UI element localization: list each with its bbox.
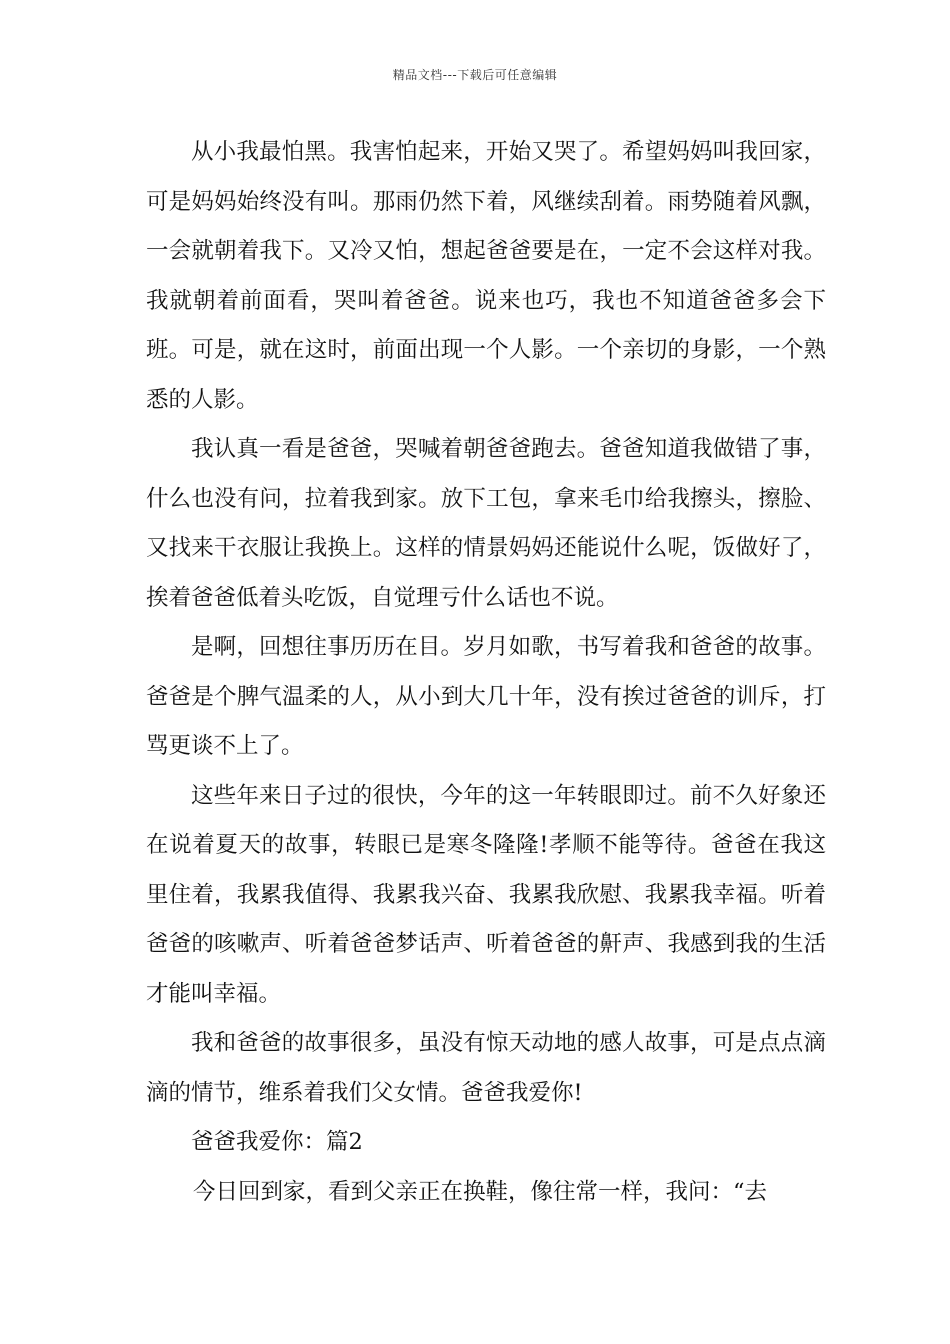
paragraph-1: 从小我最怕黑。我害怕起来，开始又哭了。希望妈妈叫我回家，可是妈妈始终没有叫。那雨仍然下着，风继续刮着。雨势随着风飘，一会就朝着我下。又冷又怕，想起爸爸要是在，一定不会这样对我。我就朝着前面看，哭叫着爸爸。说来也巧，我也不知道爸爸多会下班。可是，就在这时，前面出现一个人影。一个亲切的身影，一个熟悉的人影。 <box>146 139 826 413</box>
paragraph-3: 是啊，回想往事历历在目。岁月如歌，书写着我和爸爸的故事。爸爸是个脾气温柔的人，从小到大几十年，没有挨过爸爸的训斥，打骂更谈不上了。 <box>146 634 826 759</box>
section-heading: 爸爸我爱你：篇2 <box>191 1129 363 1155</box>
paragraph-2: 我认真一看是爸爸，哭喊着朝爸爸跑去。爸爸知道我做错了事，什么也没有问，拉着我到家。放下工包，拿来毛巾给我擦头，擦脸、又找来干衣服让我换上。这样的情景妈妈还能说什么呢，饭做好了，挨着爸爸低着头吃饭，自觉理亏什么话也不说。 <box>146 436 826 611</box>
page-header: 精品文档---下载后可任意编辑 <box>392 68 558 82</box>
paragraph-6: 今日回到家，看到父亲正在换鞋，像往常一样，我问：“去 <box>193 1178 768 1205</box>
document-body <box>146 128 826 1217</box>
paragraph-4: 这些年来日子过的很快，今年的这一年转眼即过。前不久好象还在说着夏天的故事，转眼已是寒冬隆隆!孝顺不能等待。爸爸在我这里住着，我累我值得、我累我兴奋、我累我欣慰、我累我幸福。听着爸爸的咳嗽声、听着爸爸梦话声、听着爸爸的鼾声、我感到我的生活才能叫幸福。 <box>146 782 826 1007</box>
paragraph-5: 我和爸爸的故事很多，虽没有惊天动地的感人故事，可是点点滴滴的情节，维系着我们父女情。爸爸我爱你! <box>146 1030 826 1106</box>
